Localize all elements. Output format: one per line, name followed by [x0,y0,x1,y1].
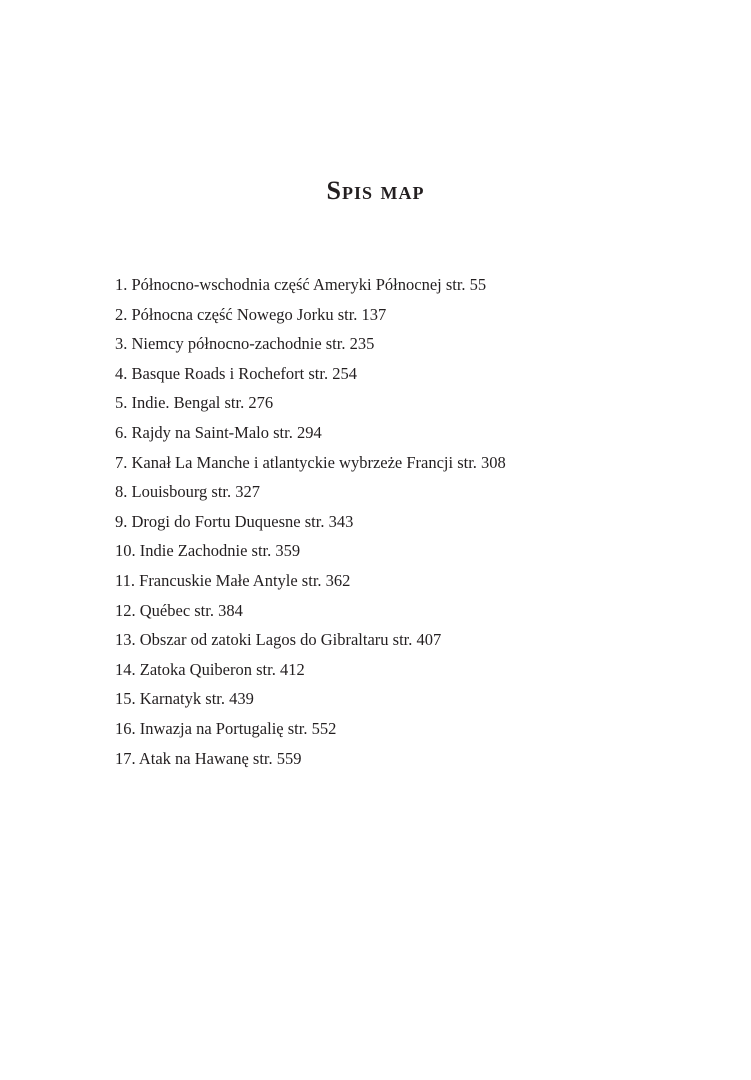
map-list-item: 7. Kanał La Manche i atlantyckie wybrzeże Francji str. 308 [115,452,506,472]
map-list-item: 17. Atak na Hawanę str. 559 [115,748,302,768]
map-list-item: 14. Zatoka Quiberon str. 412 [115,659,305,679]
page-title: Spis map [326,176,425,205]
map-list-item: 4. Basque Roads i Rochefort str. 254 [115,363,357,383]
map-list-item: 5. Indie. Bengal str. 276 [115,393,274,413]
map-list-item: 8. Louisbourg str. 327 [115,482,260,502]
map-list-item: 16. Inwazja na Portugalię str. 552 [115,718,337,738]
map-list-item: 10. Indie Zachodnie str. 359 [115,541,301,561]
map-list-item: 2. Północna część Nowego Jorku str. 137 [115,304,387,324]
map-list-item: 13. Obszar od zatoki Lagos do Gibraltaru str. 407 [115,630,442,650]
map-list-item: 9. Drogi do Fortu Duquesne str. 343 [115,511,354,531]
map-list-item: 3. Niemcy północno-zachodnie str. 235 [115,334,375,354]
map-list-item: 1. Północno-wschodnia część Ameryki Północnej str. 55 [115,275,487,294]
map-list-item: 11. Francuskie Małe Antyle str. 362 [115,570,351,590]
map-list-item: 6. Rajdy na Saint-Malo str. 294 [115,422,322,442]
map-list [115,270,506,773]
map-list-item: 12. Québec str. 384 [115,600,243,620]
map-list-item: 15. Karnatyk str. 439 [115,689,254,709]
